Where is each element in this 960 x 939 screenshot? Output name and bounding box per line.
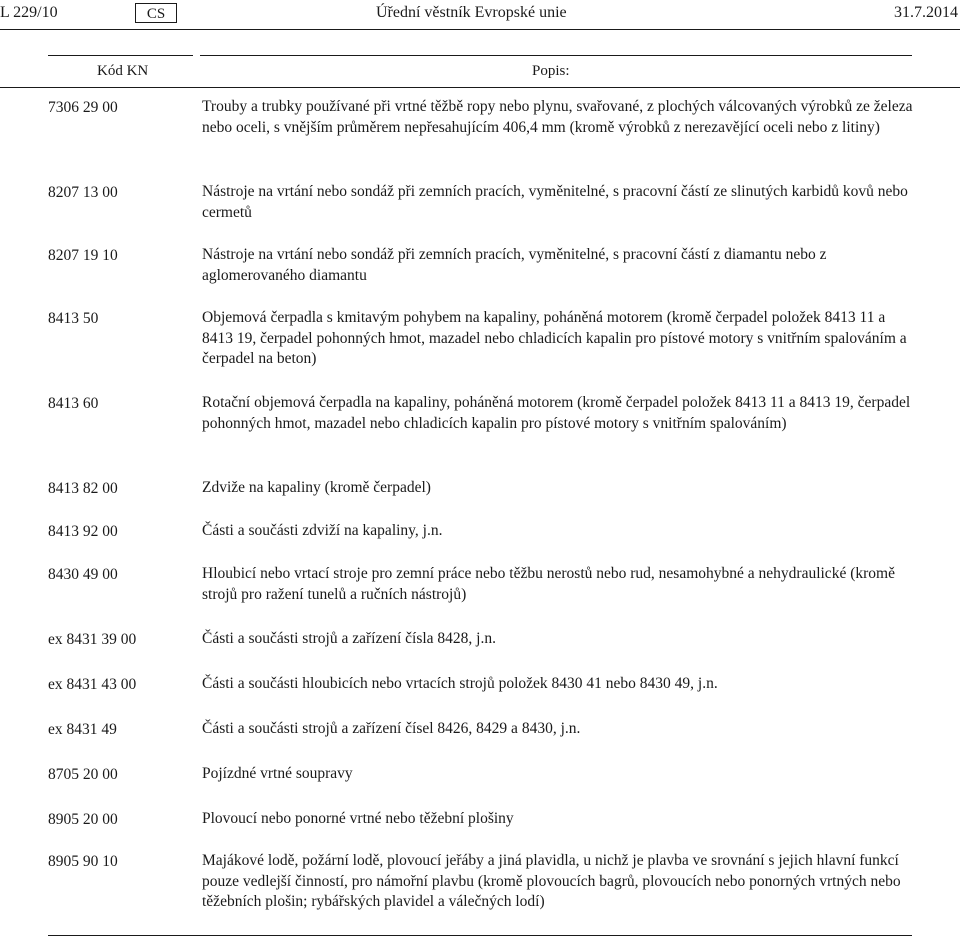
row-code: 8413 82 00 bbox=[48, 480, 118, 497]
table-row bbox=[0, 564, 960, 629]
row-code: 8430 49 00 bbox=[48, 566, 118, 583]
row-description: Části a součásti strojů a zařízení čísel 8426, 8429 a 8430, j.n. bbox=[202, 720, 581, 737]
row-description: Pojízdné vrtné soupravy bbox=[202, 765, 353, 782]
table-row bbox=[0, 393, 960, 478]
header-rule-code bbox=[48, 55, 193, 56]
row-description: Zdviže na kapaliny (kromě čerpadel) bbox=[202, 479, 431, 496]
table-row bbox=[0, 719, 960, 764]
table-bottom-rule bbox=[48, 935, 912, 936]
table-row bbox=[0, 245, 960, 308]
row-code: 8705 20 00 bbox=[48, 766, 118, 783]
header-rule-description bbox=[200, 55, 912, 56]
journal-title: Úřední věstník Evropské unie bbox=[376, 4, 567, 21]
row-description: Rotační objemová čerpadla na kapaliny, poháněná motorem (kromě čerpadel položek 8413 11 a 8413 19, čerpadel pohonných hmot, mazadel nebo chladicích kapalin pro pístové motory s vnitřním spalováním) bbox=[202, 394, 911, 432]
table-row bbox=[0, 182, 960, 245]
page-reference: L 229/10 bbox=[0, 4, 58, 21]
table-row bbox=[0, 629, 960, 674]
row-code: 8905 90 10 bbox=[48, 853, 118, 870]
publication-date: 31.7.2014 bbox=[894, 4, 958, 21]
table-row bbox=[0, 521, 960, 564]
row-code: 7306 29 00 bbox=[48, 99, 118, 116]
row-code: ex 8431 43 00 bbox=[48, 676, 137, 693]
row-code: 8905 20 00 bbox=[48, 811, 118, 828]
table-header bbox=[0, 55, 960, 85]
row-code: ex 8431 39 00 bbox=[48, 631, 137, 648]
row-code: 8413 92 00 bbox=[48, 523, 118, 540]
row-description: Majákové lodě, požární lodě, plovoucí jeřáby a jiná plavidla, u nichž je plavba ve srovnání s jejich hlavní funkcí pouze vedlejší činností, pro námořní plavbu (kromě plovoucích bagrů, plovoucích nebo ponorných vrtných nebo těžebních plošin; rybářských plavidel a válečných lodí) bbox=[202, 852, 901, 910]
row-description: Nástroje na vrtání nebo sondáž při zemních pracích, vyměnitelné, s pracovní částí ze slinutých karbidů kovů nebo cermetů bbox=[202, 183, 908, 221]
table-row bbox=[0, 97, 960, 182]
row-code: 8207 19 10 bbox=[48, 247, 118, 264]
language-badge: CS bbox=[135, 3, 177, 23]
row-description: Části a součásti zdviží na kapaliny, j.n. bbox=[202, 522, 443, 539]
table-header-divider bbox=[0, 87, 960, 88]
table-row bbox=[0, 478, 960, 521]
row-description: Trouby a trubky používané při vrtné těžbě ropy nebo plynu, svařované, z plochých válcovaných výrobků ze železa nebo oceli, s vnějším průměrem nepřesahujícím 406,4 mm (kromě výrobků z nerezavějící oceli nebo z litiny) bbox=[202, 98, 913, 136]
row-description: Hloubicí nebo vrtací stroje pro zemní práce nebo těžbu nerostů nebo rud, nesamohybné a nehydraulické (kromě strojů pro ražení tunelů a ručních nástrojů) bbox=[202, 565, 895, 603]
table-row bbox=[0, 851, 960, 921]
column-header-description: Popis: bbox=[532, 63, 570, 79]
row-description: Objemová čerpadla s kmitavým pohybem na kapaliny, poháněná motorem (kromě čerpadel položek 8413 11 a 8413 19, čerpadel pohonných hmot, mazadel nebo chladicích kapalin pro pístové motory s vnitřním spalováním a čerpadel na beton) bbox=[202, 309, 907, 367]
row-code: 8413 60 bbox=[48, 395, 99, 412]
page-header bbox=[0, 0, 960, 30]
row-description: Části a součásti strojů a zařízení čísla 8428, j.n. bbox=[202, 630, 496, 647]
table-row bbox=[0, 764, 960, 809]
table-row bbox=[0, 809, 960, 851]
table-row bbox=[0, 674, 960, 719]
row-code: ex 8431 49 bbox=[48, 721, 117, 738]
row-description: Nástroje na vrtání nebo sondáž při zemních pracích, vyměnitelné, s pracovní částí z diamantu nebo z aglomerovaného diamantu bbox=[202, 246, 827, 284]
row-code: 8207 13 00 bbox=[48, 184, 118, 201]
row-description: Plovoucí nebo ponorné vrtné nebo těžební plošiny bbox=[202, 810, 514, 827]
header-divider bbox=[0, 29, 960, 30]
table-row bbox=[0, 308, 960, 393]
table-body bbox=[0, 97, 960, 921]
column-header-code: Kód KN bbox=[97, 63, 149, 79]
row-code: 8413 50 bbox=[48, 310, 99, 327]
row-description: Části a součásti hloubicích nebo vrtacích strojů položek 8430 41 nebo 8430 49, j.n. bbox=[202, 675, 718, 692]
